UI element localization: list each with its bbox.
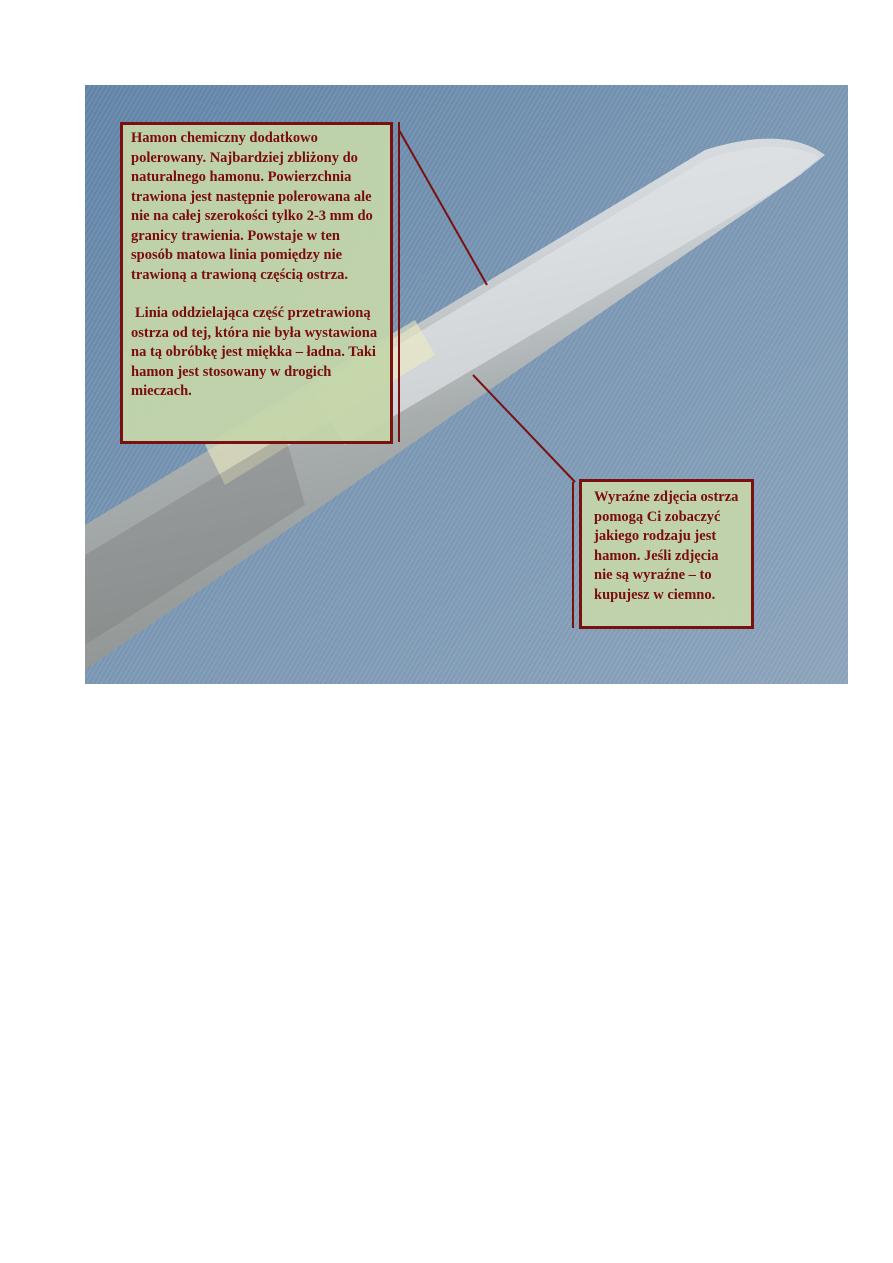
callout-paragraph-2: Linia oddzielająca część przetrawioną ostrza od tej, która nie była wystawiona na tą obróbkę jest miękka – ładna. Taki hamon jest stosowany w drogich mieczach.	[131, 305, 378, 399]
callout-secondary-text: Wyraźne zdjęcia ostrza pomogą Ci zobaczyć jakiego rodzaju jest hamon. Jeśli zdjęcia nie są wyraźne – to kupujesz w ciemno.	[594, 489, 739, 603]
callout-main	[120, 122, 393, 444]
callout-secondary	[579, 479, 754, 629]
callout-paragraph-1: Hamon chemiczny dodatkowo polerowany. Najbardziej zbliżony do naturalnego hamonu. Powierzchnia trawiona jest następnie polerowana ale nie na całej szerokości tylko 2-3 mm do granicy trawienia. Powstaje w ten sposób matowa linia pomiędzy nie trawioną a trawioną częścią ostrza.	[131, 130, 373, 283]
